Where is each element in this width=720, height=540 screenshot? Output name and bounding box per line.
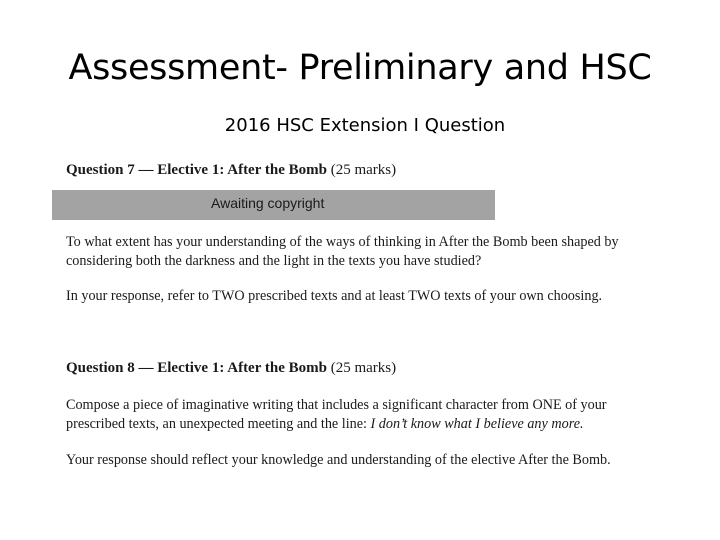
question-7-instruction: In your response, refer to TWO prescribed texts and at least TWO texts of your own choosing.: [66, 288, 603, 304]
slide-title: Assessment- Preliminary and HSC: [68, 48, 652, 88]
question-8-heading: [66, 358, 396, 378]
question-8-prompt-text: Compose a piece of imaginative writing that includes a significant character from ONE of your prescribed texts, an unexpected meeting and the line:: [66, 397, 607, 432]
exam-question-scan: [50, 155, 660, 485]
slide-subtitle: 2016 HSC Extension I Question: [224, 115, 506, 136]
question-8-title: Question 8 — Elective 1: After the Bomb: [66, 360, 327, 376]
question-8-marks: (25 marks): [330, 360, 397, 376]
question-8-quote: I don’t know what I believe any more.: [370, 416, 584, 432]
copyright-notice: Awaiting copyright: [211, 195, 325, 211]
question-8-instruction: Your response should reflect your knowledge and understanding of the elective After the Bomb.: [66, 452, 611, 468]
copyright-placeholder: [52, 190, 495, 220]
question-8-prompt: [66, 396, 654, 434]
question-7-marks: (25 marks): [330, 162, 397, 178]
question-7-prompt: To what extent has your understanding of the ways of thinking in After the Bomb been shaped by considering both the darkness and the light in the texts you have studied?: [66, 234, 619, 269]
question-7-title: Question 7 — Elective 1: After the Bomb: [66, 162, 327, 178]
question-7-heading: [66, 160, 396, 180]
